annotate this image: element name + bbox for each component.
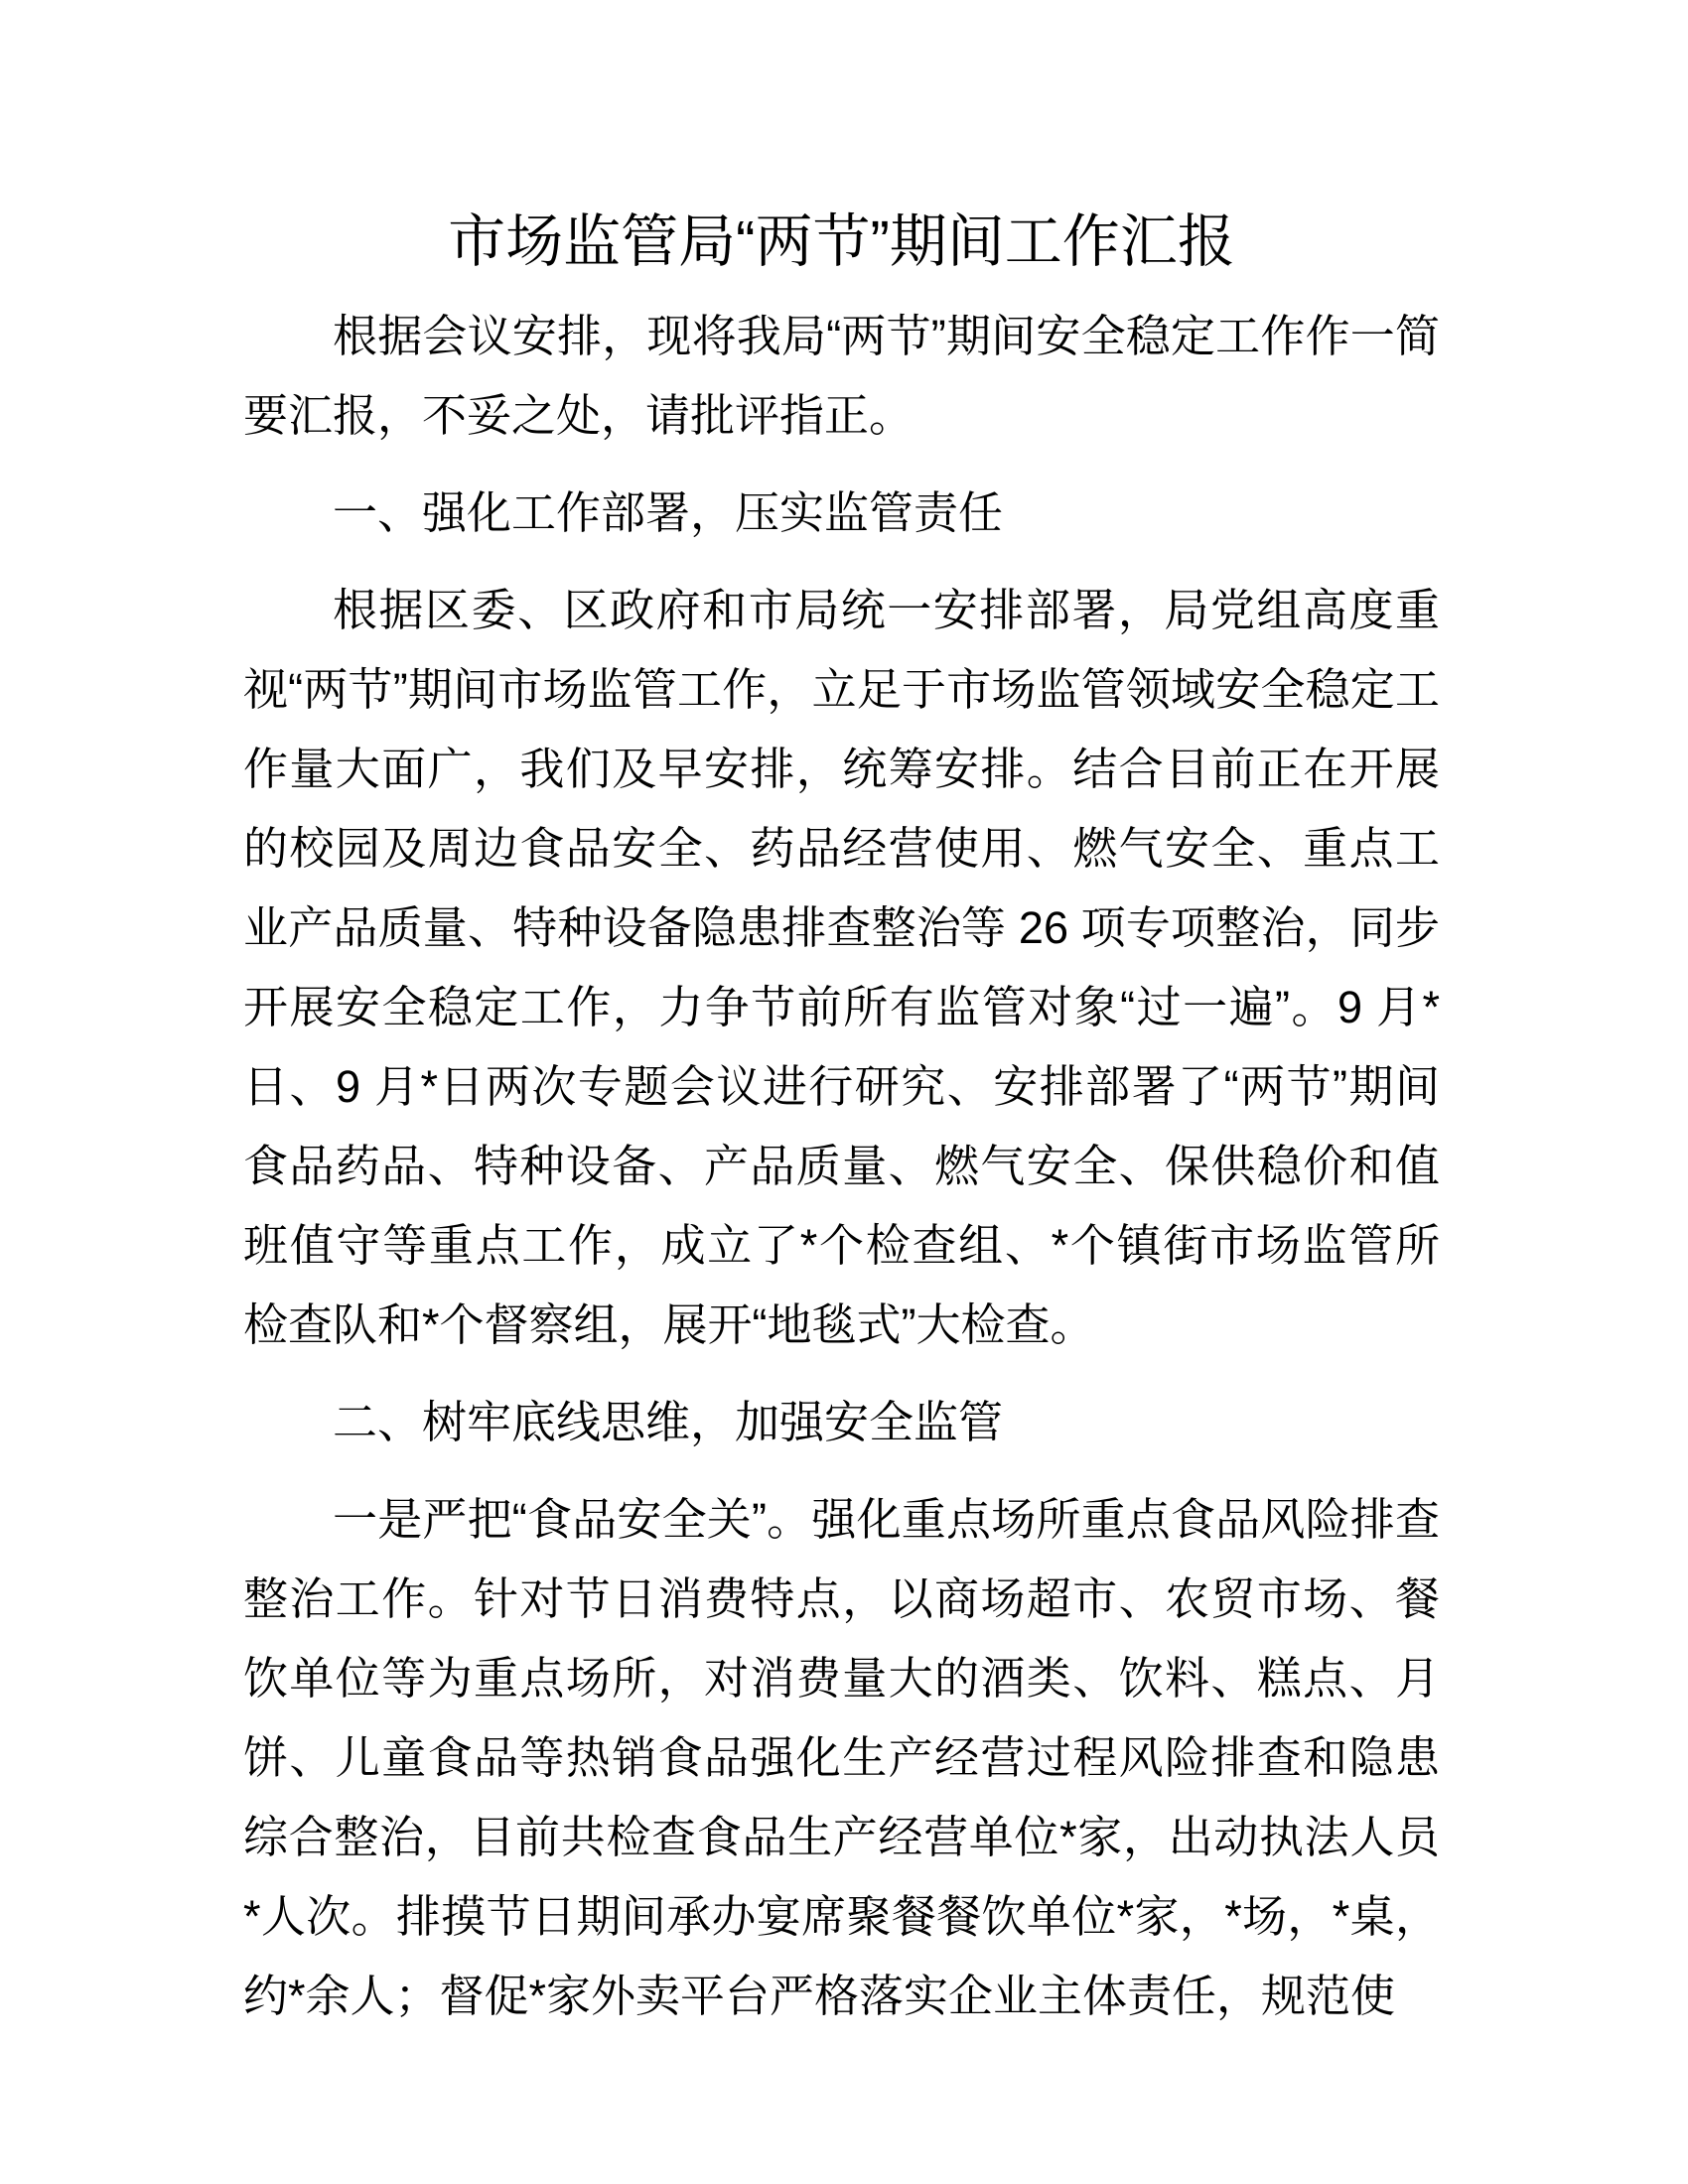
section-1-paragraph: 根据区委、区政府和市局统一安排部署，局党组高度重视“两节”期间市场监管工作，立足于市场监管领域安全稳定工作量大面广，我们及早安排，统筹安排。结合目前正在开展的校园及周边食品安全、药品经营使用、燃气安全、重点工业产品质量、特种设备隐患排查整治等 26 项专项整治，同步开展安全稳定工作，力争节前所有监管对象“过一遍”。9 月*日、9 月*日两次专题会议进行研究、安排部署了“两节”期间食品药品、特种设备、产品质量、燃气安全、保供稳价和值班值守等重点工作，成立了*个检查组、*个镇街市场监管所检查队和*个督察组，展开“地毯式”大检查。 xyxy=(243,585,1440,1350)
section-2-heading: 二、树牢底线思维，加强安全监管 xyxy=(333,1397,1004,1447)
section-2-paragraph: 一是严把“食品安全关”。强化重点场所重点食品风险排查整治工作。针对节日消费特点，以商场超市、农贸市场、餐饮单位等为重点场所，对消费量大的酒类、饮料、糕点、月饼、儿童食品等热销食品强化生产经营过程风险排查和隐患综合整治，目前共检查食品生产经营单位*家，出动执法人员*人次。排摸节日期间承办宴席聚餐餐饮单位*家，*场，*桌，约*余人；督促*家外卖平台严格落实企业主体责任，规范使 xyxy=(243,1494,1440,2021)
section-1-heading: 一、强化工作部署，压实监管责任 xyxy=(333,487,1004,538)
intro-paragraph: 根据会议安排，现将我局“两节”期间安全稳定工作作一简要汇报，不妥之处，请批评指正。 xyxy=(243,311,1440,441)
document-title: 市场监管局“两节”期间工作汇报 xyxy=(448,209,1235,274)
